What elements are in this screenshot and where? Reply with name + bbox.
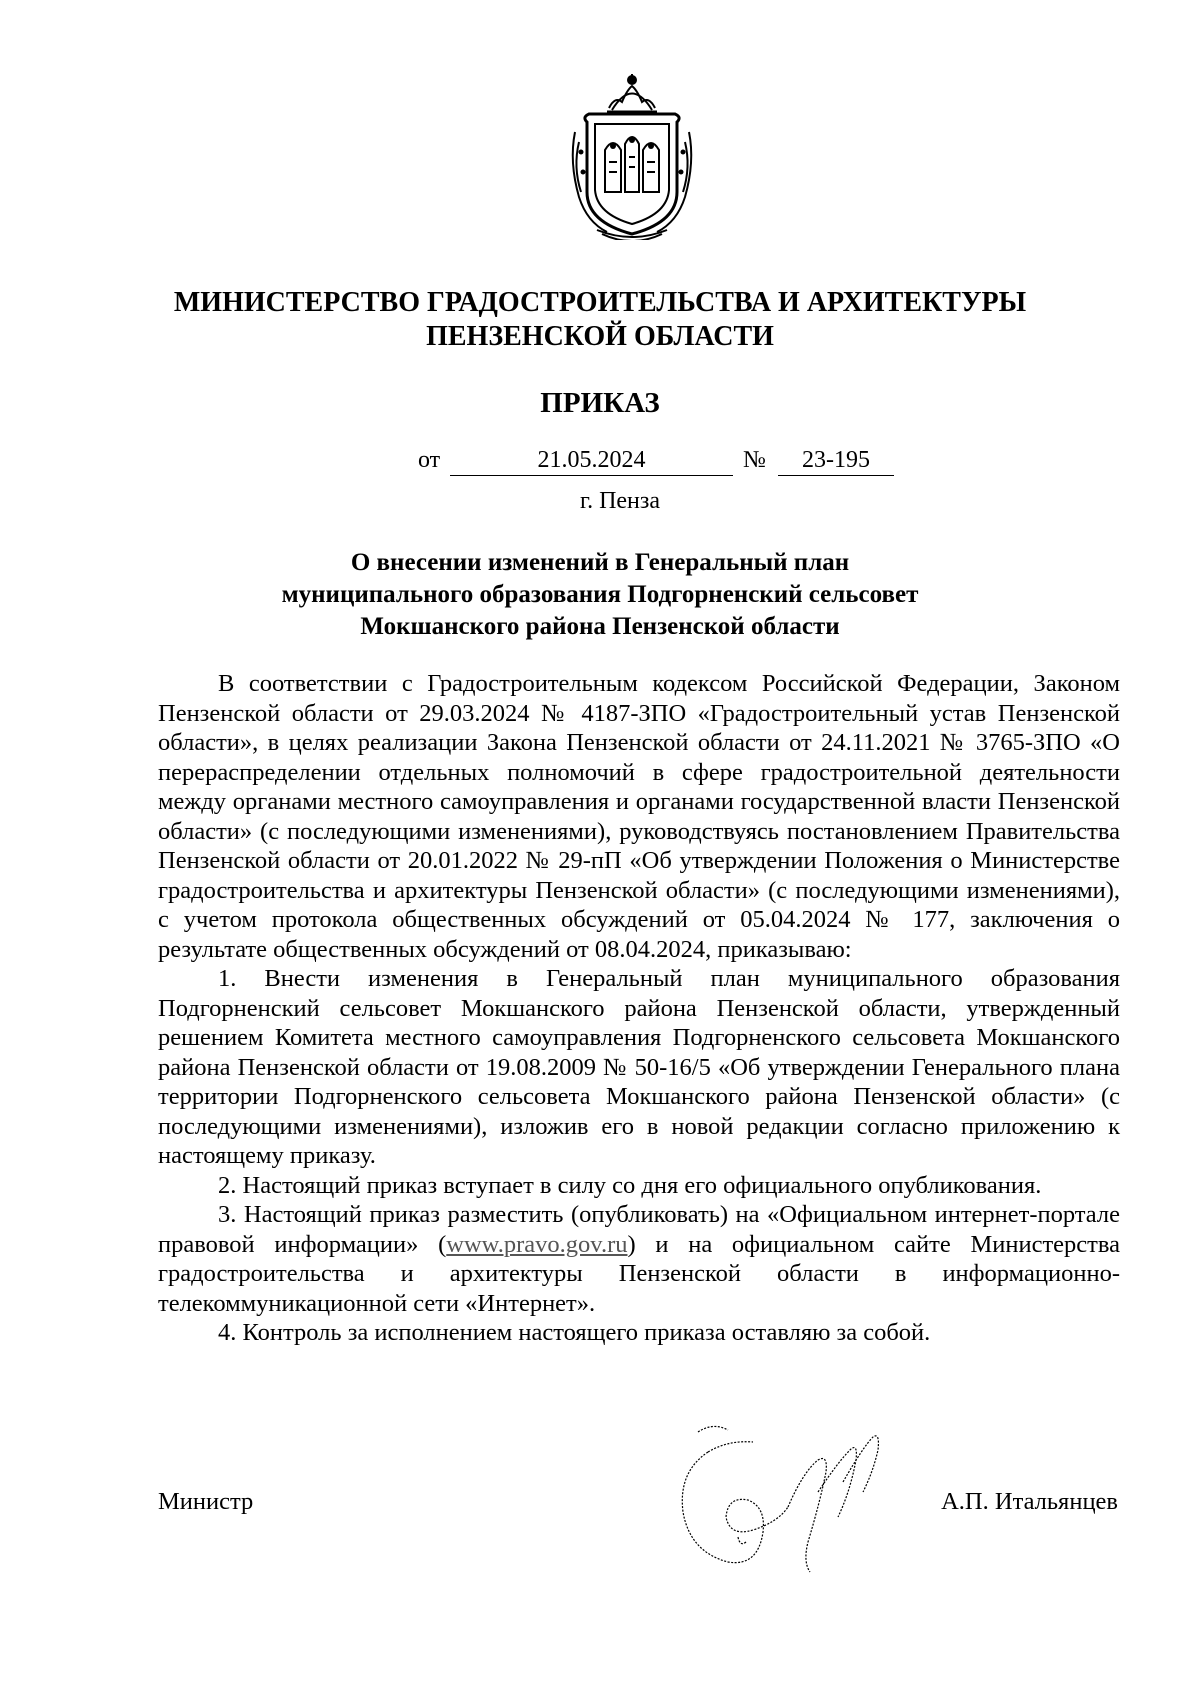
date-number-line bbox=[0, 445, 1200, 479]
signatory-position: Министр bbox=[158, 1488, 254, 1515]
document-body bbox=[158, 669, 1120, 1348]
date-label: от bbox=[418, 447, 441, 473]
ministry-title-line1: МИНИСТЕРСТВО ГРАДОСТРОИТЕЛЬСТВА И АРХИТЕКТУРЫ bbox=[173, 287, 1027, 318]
item-4-paragraph: 4. Контроль за исполнением настоящего приказа оставляю за собой. bbox=[218, 1319, 931, 1346]
document-date: 21.05.2024 bbox=[450, 445, 733, 476]
ministry-title bbox=[100, 286, 1100, 354]
preamble-paragraph: В соответствии с Градостроительным кодексом Российской Федерации, Законом Пензенской области от 29.03.2024 № 4187-ЗПО «Градостроительный устав Пензенской области», в целях реализации Закона Пензенской области от 24.11.2021 № 3765-ЗПО «О перераспределении отдельных полномочий в сфере градостроительной деятельности между органами местного самоуправления и органами государственной власти Пензенской области» (с последующими изменениями), руководствуясь постановлением Правительства Пензенской области от 20.01.2022 № 29-пП «Об утверждении Положения о Министерстве градостроительства и архитектуры Пензенской области» (с последующими изменениями), с учетом протокола общественных обсуждений от 05.04.2024 № 177, заключения о результате общественных обсуждений от 08.04.2024, приказываю: bbox=[158, 670, 1120, 963]
city: г. Пенза bbox=[579, 488, 661, 514]
coat-of-arms-icon bbox=[567, 72, 697, 240]
item-3-paragraph bbox=[158, 1200, 1120, 1318]
item-1-paragraph: 1. Внести изменения в Генеральный план муниципального образования Подгорненский сельсовет Мокшанского района Пензенской области, утвержденный решением Комитета местного самоуправления Подгорненского сельсовета Мокшанского района Пензенской области от 19.08.2009 № 50-16/5 «Об утверждении Генерального плана территории Подгорненского сельсовета Мокшанского района Пензенской области» (с последующими изменениями), изложив его в новой редакции согласно приложению к настоящему приказу. bbox=[158, 965, 1120, 1169]
item-2-paragraph: 2. Настоящий приказ вступает в силу со дня его официального опубликования. bbox=[218, 1171, 1042, 1199]
subject-line1: О внесении изменений в Генеральный план bbox=[350, 549, 850, 576]
document-type: ПРИКАЗ bbox=[540, 387, 660, 419]
pravo-gov-link[interactable]: www.pravo.gov.ru bbox=[446, 1230, 628, 1258]
ministry-title-line2: ПЕНЗЕНСКОЙ ОБЛАСТИ bbox=[426, 321, 774, 352]
document-number: 23-195 bbox=[778, 445, 894, 476]
item-3-text-after: ) и на официальном сайте Министерства градостроительства и архитектуры Пензенской области в информационно-телекоммуникационной сети «Интернет». bbox=[158, 1230, 1120, 1317]
subject-line3: Мокшанского района Пензенской области bbox=[360, 613, 840, 640]
signatory-name: А.П. Итальянцев bbox=[941, 1488, 1118, 1515]
number-label: № bbox=[743, 447, 766, 473]
subject-line2: муниципального образования Подгорненский сельсовет bbox=[281, 581, 919, 608]
item-3-text-before: 3. Настоящий приказ разместить (опубликовать) на «Официальном интернет-портале правовой информации» ( bbox=[158, 1201, 1120, 1258]
handwritten-signature bbox=[668, 1412, 908, 1592]
document-subject bbox=[150, 547, 1050, 643]
